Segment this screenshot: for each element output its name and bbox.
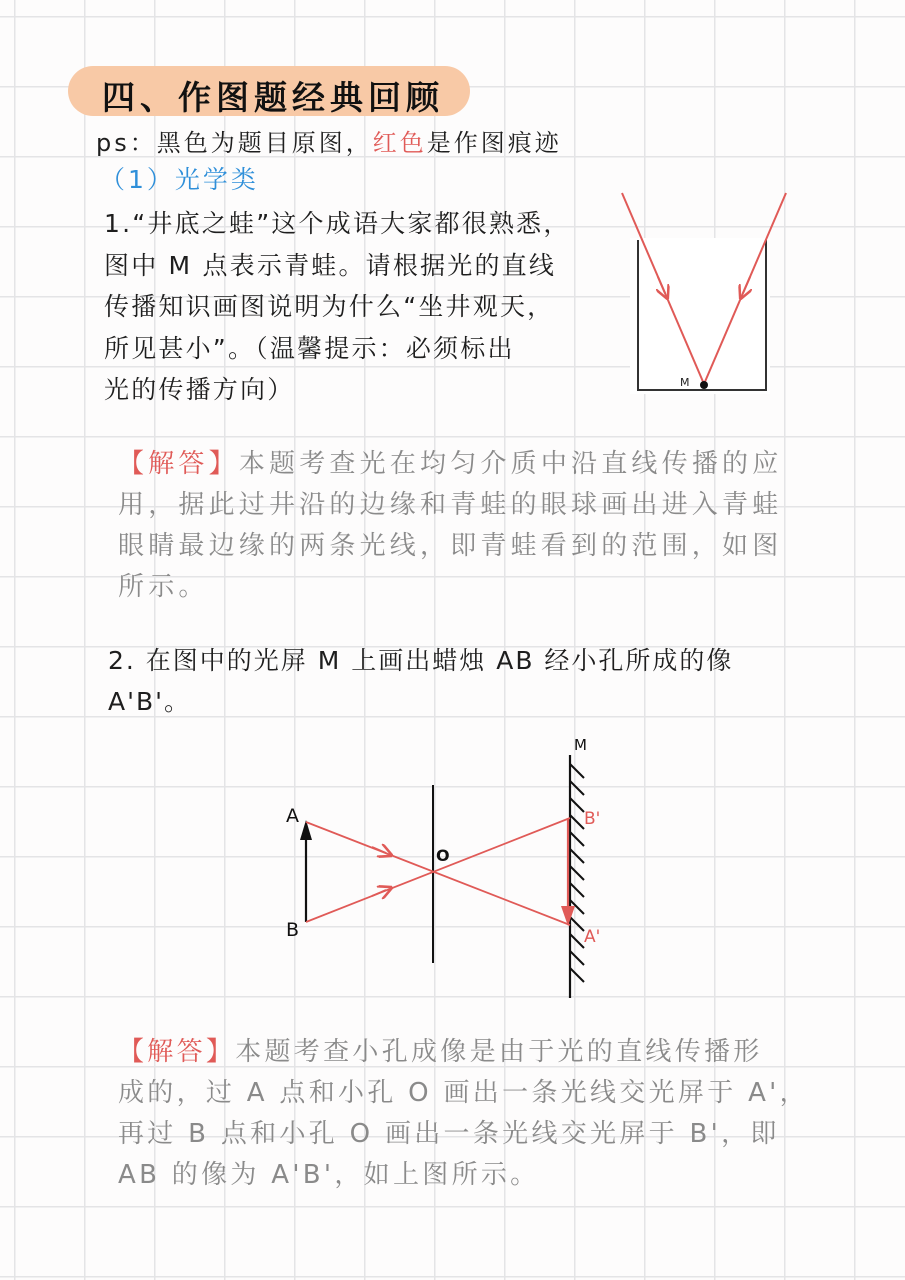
frog-point [700, 381, 708, 389]
screen-hatching [570, 764, 584, 982]
answer-2-line: 再过 B 点和小孔 O 画出一条光线交光屏于 B'，即 [118, 1119, 780, 1149]
ray-b-to-b-prime [306, 818, 570, 922]
answer-1 [118, 444, 798, 608]
ps-note-suffix: 是作图痕迹 [426, 129, 562, 157]
label-o: O [436, 846, 450, 865]
well-frog-figure [612, 188, 807, 403]
answer-2 [118, 1032, 809, 1196]
question-2-line: A'B'。 [108, 687, 191, 716]
answer-1-text: 本题考查光在均匀介质中沿直线传播的应 [238, 449, 783, 479]
answer-1-line: 用，据此过井沿的边缘和青蛙的眼球画出进入青蛙 [118, 490, 783, 520]
question-1-line: 图中 M 点表示青蛙。请根据光的直线 [104, 250, 557, 280]
answer-2-line [118, 1032, 798, 1073]
answer-1-tag: 【解答】 [118, 449, 239, 479]
ps-note [96, 123, 562, 158]
question-2 [108, 640, 808, 722]
answer-2-line: AB 的像为 A'B'，如上图所示。 [118, 1160, 540, 1190]
section-heading: （1）光学类 [100, 165, 259, 194]
question-1-line: 光的传播方向） [104, 375, 295, 404]
ray-a-to-a-prime [306, 822, 570, 925]
label-b: B [286, 919, 300, 941]
frog-label: M [680, 376, 690, 389]
ray-arrow-a [372, 847, 386, 853]
answer-2-tag: 【解答】 [118, 1037, 236, 1067]
page-title: 四、作图题经典回顾 [102, 78, 444, 117]
question-1-line: 传播知识画图说明为什么“坐井观天， [104, 292, 555, 321]
question-1 [104, 203, 609, 411]
question-1-line: 1.“井底之蛙”这个成语大家都很熟悉， [104, 209, 571, 238]
question-2-line: 2. 在图中的光屏 M 上画出蜡烛 AB 经小孔所成的像 [108, 646, 734, 675]
ps-note-red: 红色 [372, 129, 427, 157]
label-m: M [574, 736, 587, 754]
ps-note-prefix: ps：黑色为题目原图， [96, 129, 373, 157]
answer-1-line: 所示。 [118, 572, 209, 602]
ray-arrow-b [372, 890, 386, 896]
label-a: A [286, 805, 299, 827]
question-1-line: 所见甚小”。（温馨提示：必须标出 [104, 333, 515, 363]
answer-2-text: 本题考查小孔成像是由于光的直线传播形 [235, 1037, 763, 1067]
label-a-prime: A' [584, 927, 601, 947]
pinhole-figure [270, 730, 615, 1010]
label-b-prime: B' [584, 809, 601, 829]
answer-1-line [118, 444, 798, 485]
answer-2-line: 成的，过 A 点和小孔 O 画出一条光线交光屏于 A'， [118, 1078, 809, 1108]
answer-1-line: 眼睛最边缘的两条光线，即青蛙看到的范围，如图 [118, 531, 783, 561]
